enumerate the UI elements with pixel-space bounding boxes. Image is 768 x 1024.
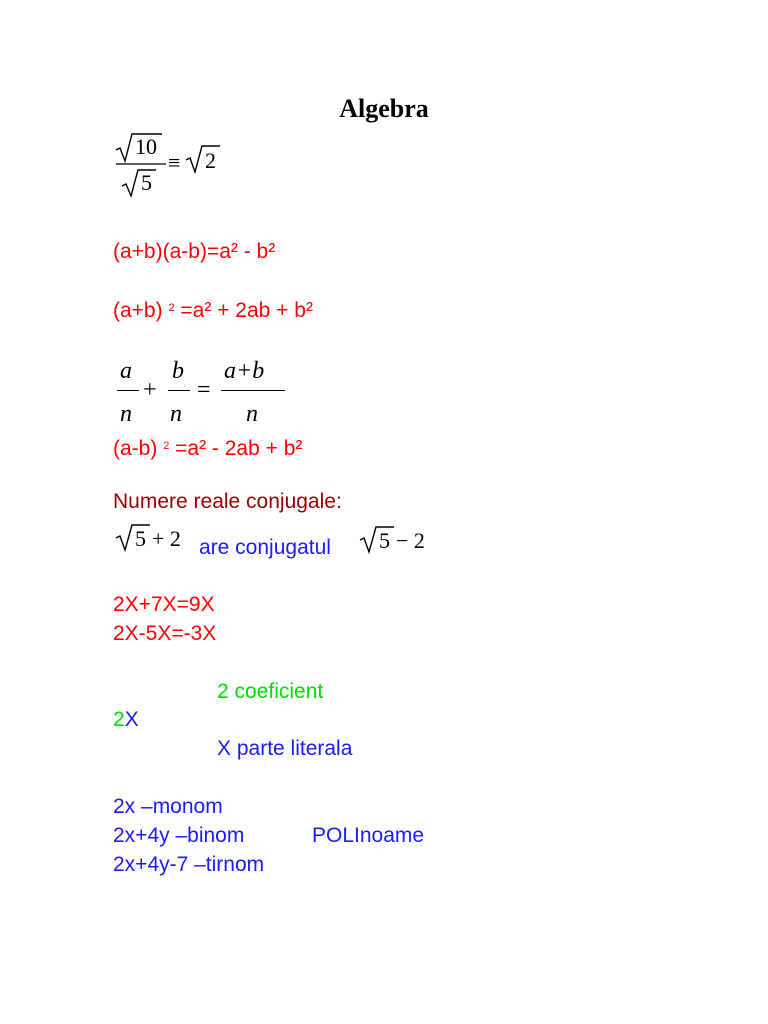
fraction-a-numerator: a: [120, 358, 132, 384]
square-diff-right: =a² - 2ab + b²: [175, 437, 303, 460]
equivalence-symbol: ≡: [168, 150, 181, 175]
sqrt-ratio-formula: [110, 128, 240, 200]
conjugate-first-radicand: 5: [135, 526, 146, 551]
conjugate-second-radicand: 5: [379, 528, 390, 553]
fraction-sum-numerator: a+b: [224, 358, 265, 384]
sqrt-result: 2: [205, 148, 216, 173]
polynomial-binom: 2x+4y –binom: [113, 824, 245, 847]
polynomials-group-label: POLInoame: [312, 824, 425, 847]
monomial-coefficient: 2: [113, 708, 125, 731]
identity-square-of-sum: [113, 296, 313, 323]
conjugates-heading: Numere reale conjugale:: [113, 490, 342, 513]
conjugate-second-rest: − 2: [396, 528, 425, 553]
square-sum-exponent: 2: [168, 302, 175, 314]
square-sum-left: (a+b): [113, 299, 163, 322]
equation-sum: 2X+7X=9X: [113, 593, 215, 616]
fraction-a-denominator: n: [120, 401, 132, 427]
fraction-sum-denominator: n: [246, 401, 258, 427]
fraction-plus-symbol: +: [143, 377, 157, 403]
identity-difference-of-squares: (a+b)(a-b)=a² - b²: [113, 240, 276, 263]
fraction-b-numerator: b: [172, 358, 184, 384]
fraction-equals-symbol: =: [197, 377, 211, 403]
conjugate-expression-second: [358, 524, 438, 558]
page-title: Algebra: [339, 94, 429, 123]
sqrt-numerator: 10: [135, 134, 157, 159]
square-sum-right: =a² + 2ab + b²: [180, 299, 313, 322]
sqrt-denominator: 5: [141, 170, 152, 195]
identity-square-of-difference: [113, 434, 302, 461]
literal-part-label: X parte literala: [217, 737, 353, 760]
conjugate-middle-text: are conjugatul: [199, 536, 331, 559]
polynomial-monom: 2x –monom: [113, 795, 223, 818]
fraction-b-denominator: n: [170, 401, 182, 427]
conjugate-first-rest: + 2: [152, 526, 181, 551]
equation-difference: 2X-5X=-3X: [113, 622, 217, 645]
monomial-variable: X: [124, 708, 139, 731]
coefficient-label: 2 coeficient: [217, 680, 324, 703]
polynomial-tirnom: 2x+4y-7 –tirnom: [113, 853, 265, 876]
square-diff-exponent: 2: [163, 440, 170, 452]
monomial-term: [113, 708, 139, 732]
square-diff-left: (a-b): [113, 437, 158, 460]
conjugate-expression-first: [114, 522, 194, 556]
